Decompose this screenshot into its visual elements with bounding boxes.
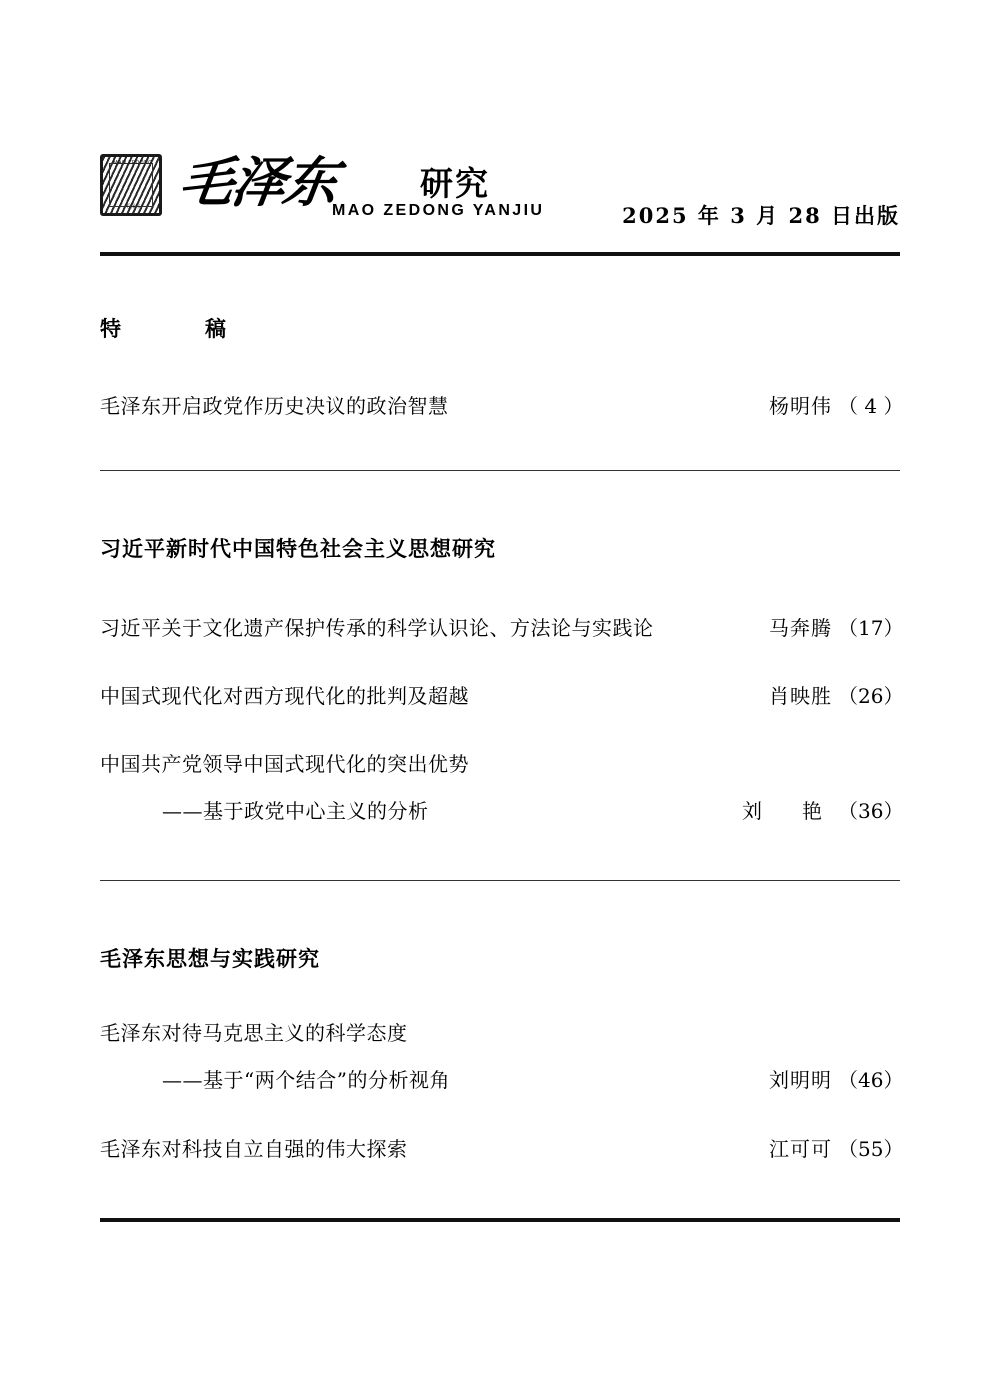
toc-entry-author: 杨明伟 [769,394,832,418]
section-divider-2 [100,880,900,881]
toc-entry-author: 江可可 [769,1137,832,1161]
seal-top-text: MAO ZEDONG [113,160,153,166]
toc-entry-subtitle: ——基于“两个结合”的分析视角 [162,1068,450,1092]
masthead [100,140,900,240]
masthead-divider [100,252,900,256]
toc-entry-author: 刘 艳 [742,799,832,823]
journal-title-pinyin: MAO ZEDONG YANJIU [332,202,545,219]
seal-bottom-text: 毛泽东 [125,204,141,210]
toc-entry-title: 中国式现代化对西方现代化的批判及超越 [100,684,469,708]
footer-divider [100,1218,900,1222]
toc-entry-title: 毛泽东对科技自立自强的伟大探索 [100,1137,408,1161]
toc-entry-page: （17） [838,616,904,640]
toc-entry-author: 刘明明 [769,1068,832,1092]
journal-seal-icon [100,154,162,216]
toc-entry-page: （26） [838,684,904,708]
toc-entry-line-subtitle [100,1064,904,1094]
toc-entry[interactable] [100,748,904,825]
toc-entry-page: （36） [838,799,904,823]
toc-entry[interactable] [100,1017,904,1094]
toc-entry[interactable] [100,680,904,710]
toc-entry[interactable] [100,390,904,420]
toc-entry-line [100,612,904,642]
publication-date: 2025 年 3 月 28 日出版 [622,203,900,228]
toc-entry-line-subtitle [100,795,904,825]
toc-entry-title: 习近平关于文化遗产保护传承的科学认识论、方法论与实践论 [100,616,654,640]
toc-entry-line [100,1133,904,1163]
section-heading-1: 特 稿 [100,317,240,341]
toc-entry-line [100,748,900,778]
toc-entry-author: 肖映胜 [769,684,832,708]
toc-entry-line [100,1017,900,1047]
toc-entry-page: （ 4 ） [838,394,904,418]
section-heading-2: 习近平新时代中国特色社会主义思想研究 [100,537,496,561]
toc-entry-page: （55） [838,1137,904,1161]
toc-entry-title: 中国共产党领导中国式现代化的突出优势 [100,752,469,776]
toc-entry-page: （46） [838,1068,904,1092]
section-divider-1 [100,470,900,471]
toc-entry[interactable] [100,1133,904,1163]
journal-title-cn-secondary: 研究 [420,164,490,203]
toc-entry-title: 毛泽东开启政党作历史决议的政治智慧 [100,394,449,418]
toc-entry-author: 马奔腾 [769,616,832,640]
toc-entry-line [100,390,904,420]
toc-entry-line [100,680,904,710]
toc-entry[interactable] [100,612,904,642]
toc-entry-title: 毛泽东对待马克思主义的科学态度 [100,1021,408,1045]
section-heading-3: 毛泽东思想与实践研究 [100,947,320,971]
journal-title-cn: 毛泽东 [175,150,341,214]
toc-entry-subtitle: ——基于政党中心主义的分析 [162,799,429,823]
